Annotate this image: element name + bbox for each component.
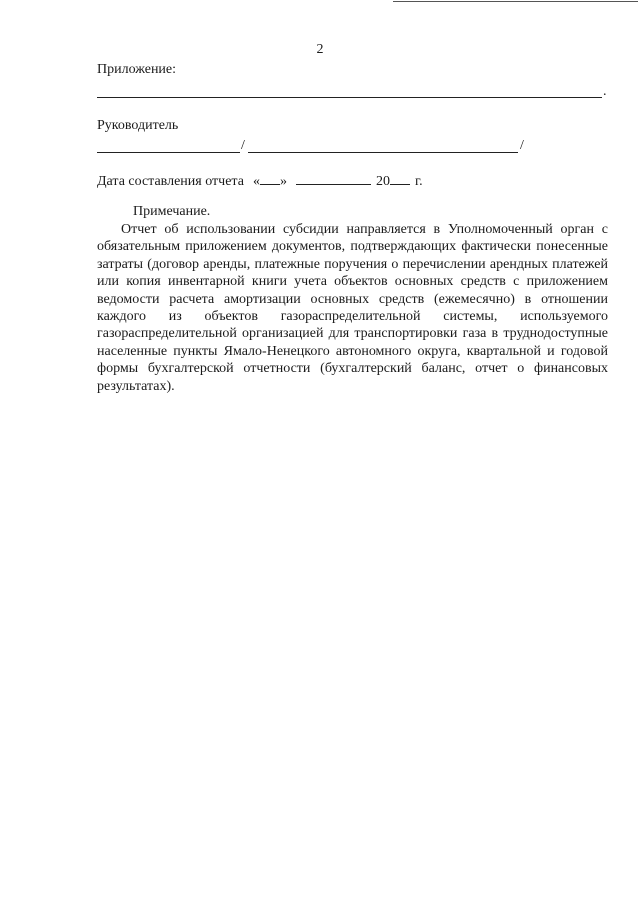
signature-separator: / [241,138,245,153]
note-title: Примечание. [133,204,211,219]
open-quote: « [252,174,260,189]
page-number: 2 [316,42,324,57]
note-text: Отчет об использовании субсидии направляется в Уполномоченный орган с обязательным приложением документов, подтверждающих фактически понесенные затраты (договор аренды, платежные поручения о перечислении арендных платежей или копия инвентарной книги учета объектов основных средств с приложением ведомости расчета амортизации основных средств (ежемесячно) в отношении каждого из объектов газораспределительной системы, используемого газораспределительной организацией для транспортировки газа в труднодоступные населенные пункты Ямало-Ненецкого автономного округа, квартальной и годовой формы бухгалтерской отчетности (бухгалтерский баланс, отчет о финансовых результатах). [97,222,608,394]
manager-signature-line [97,152,240,153]
month-blank [296,172,371,185]
report-date-line [97,172,423,190]
manager-name-line [248,152,518,153]
attachment-label: Приложение: [97,62,177,77]
year-suffix: г. [414,174,423,189]
note-body [97,221,608,395]
top-edge-line [393,1,638,2]
close-quote: » [279,174,287,189]
attachment-fill-line [97,97,602,98]
attachment-end-mark: . [603,84,607,99]
signature-end-separator: / [520,138,524,153]
manager-label: Руководитель [97,118,179,133]
year-blank [390,172,410,185]
day-blank [260,172,280,185]
report-date-label: Дата составления отчета [97,174,244,189]
year-prefix: 20 [375,174,390,189]
